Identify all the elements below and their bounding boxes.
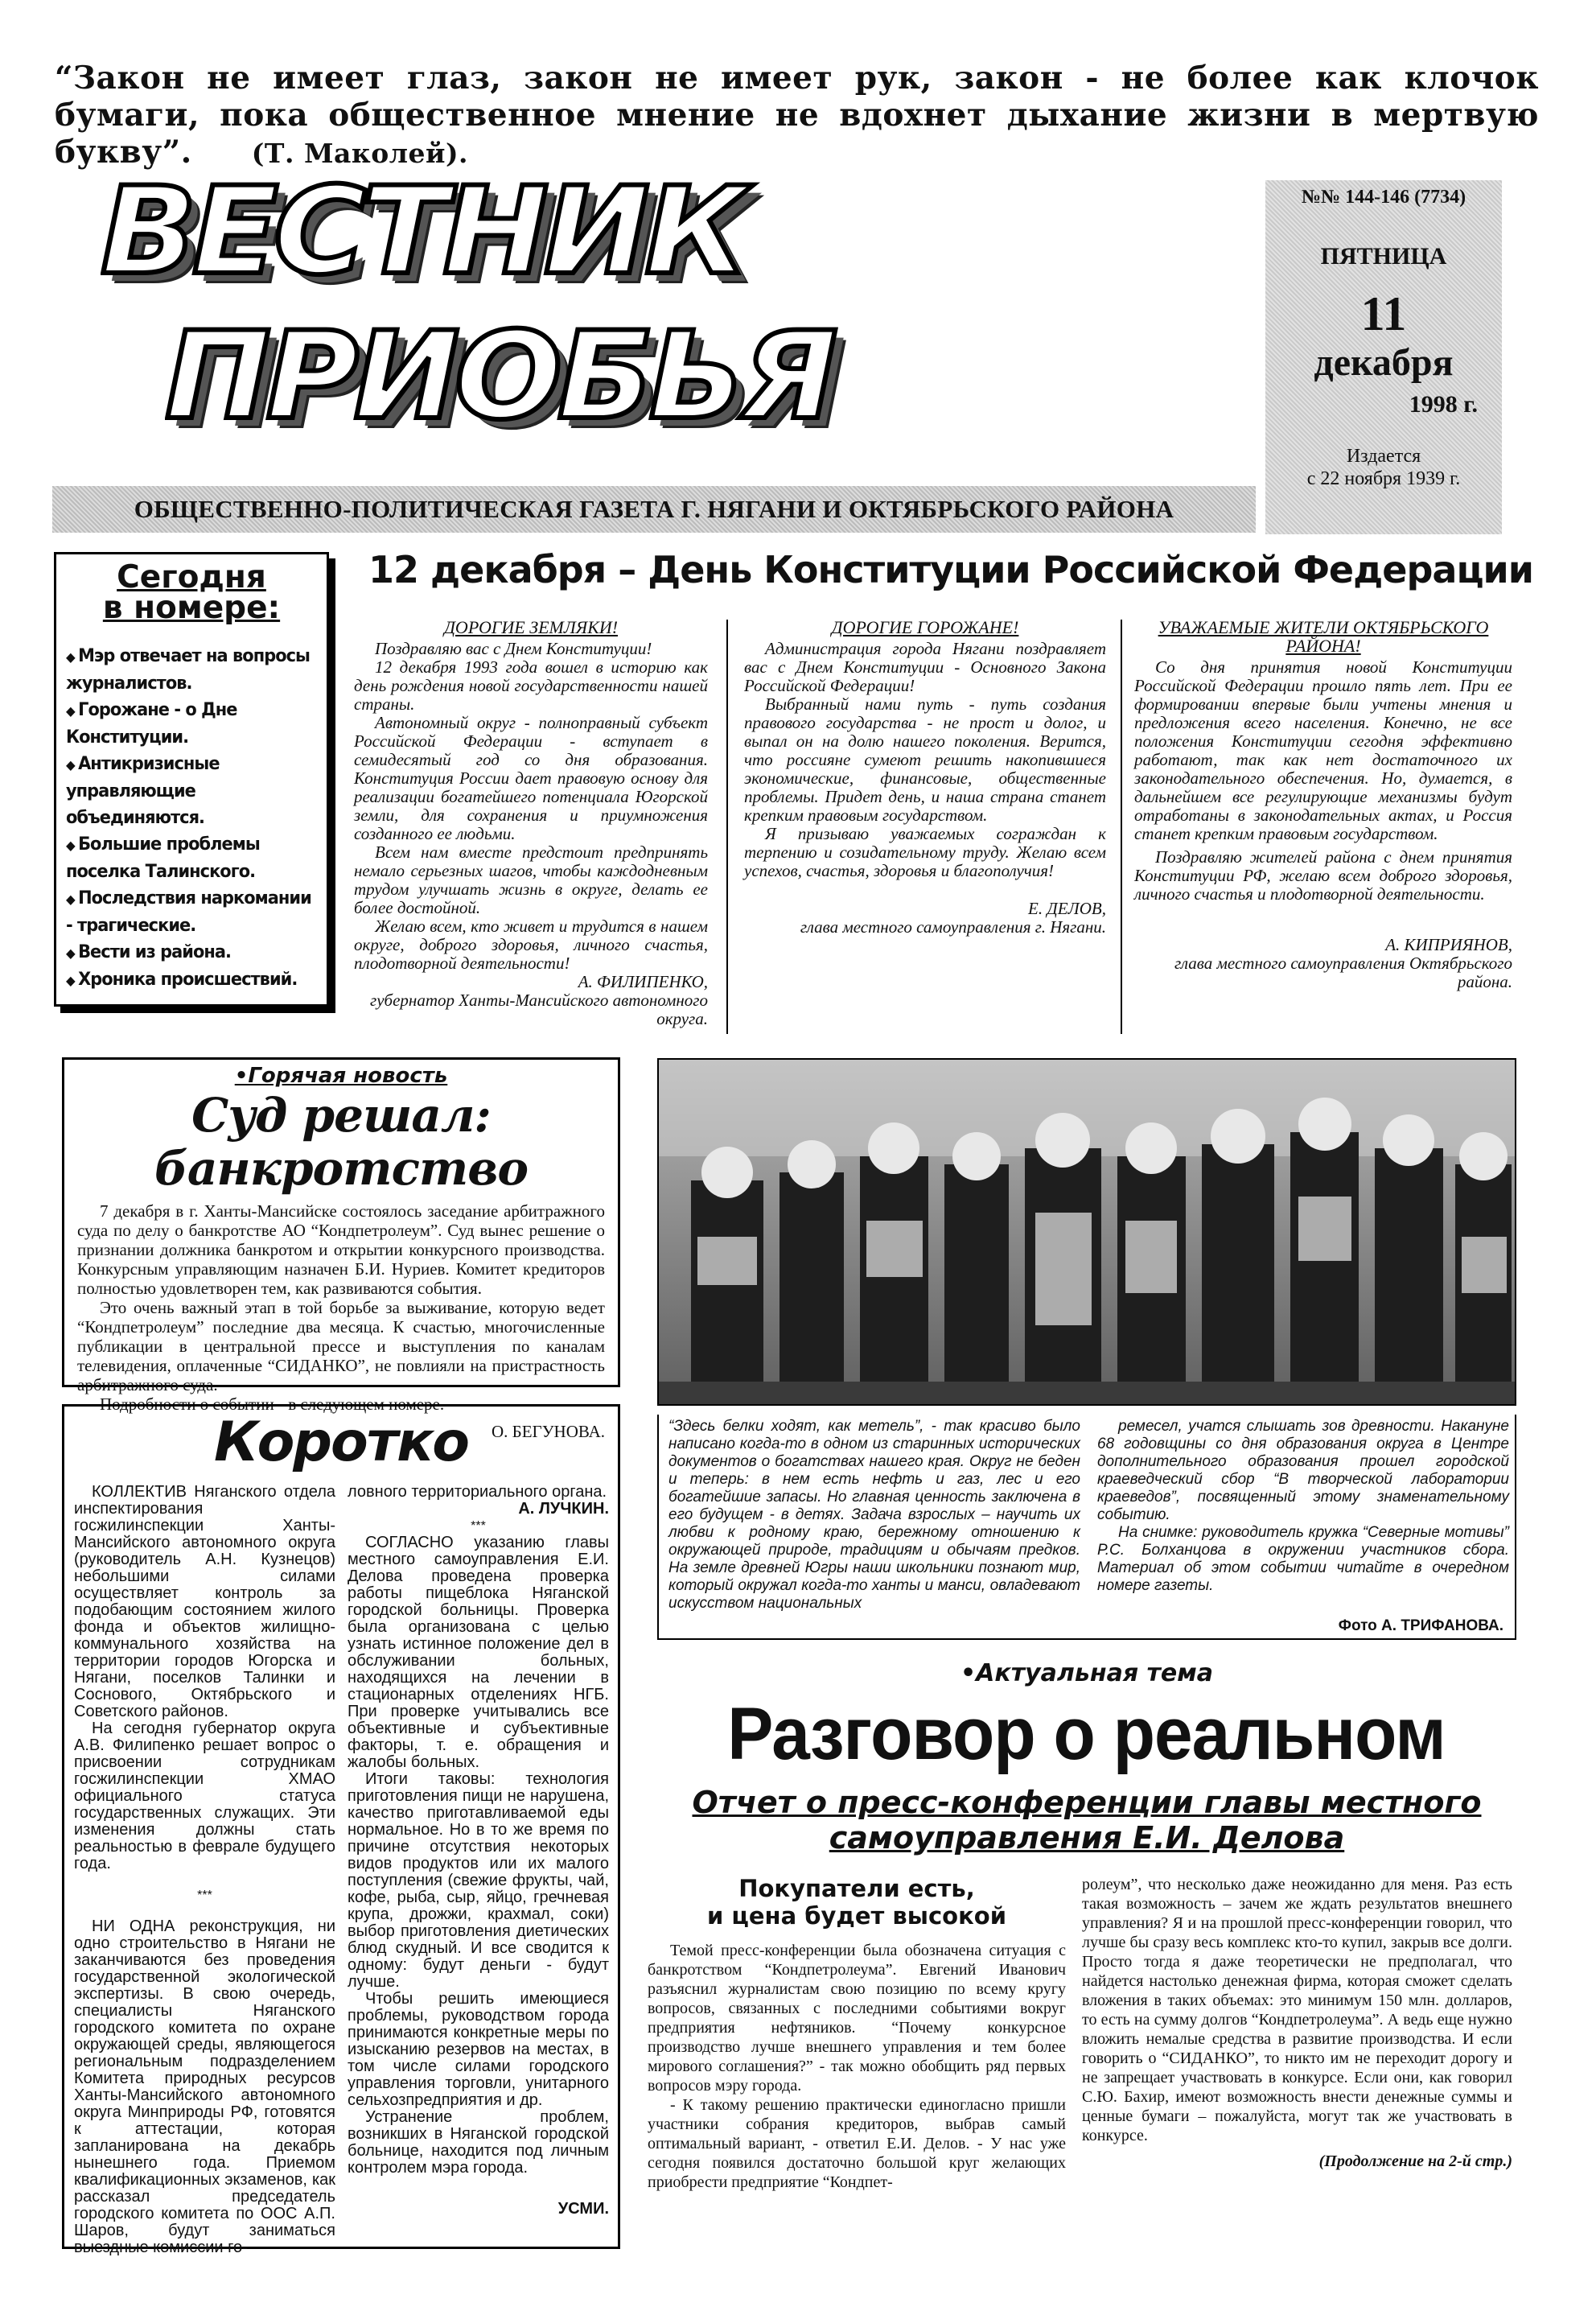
photo-credit: Фото А. ТРИФАНОВА.: [1338, 1617, 1503, 1634]
greeting-position: глава местного самоуправления Октябрьского района.: [1174, 954, 1512, 991]
briefly-paragraph: На сегодня губернатор округа А.В. Филипенко решает вопрос о присвоении сотрудникам госжилинспекции ХМАО официального статуса государственных служащих. Эти изменения должны стать реальностью в феврале будущего года.: [74, 1720, 335, 1872]
contents-item: ◆ Вести из района.: [66, 939, 319, 966]
hot-news-paragraph: Это очень важный этап в той борьбе за выживание, которую ведет “Кондпетролеум” последние два месяца. К счастью, многочисленные публикации в центральной прессе и выступления по каналам телевидения, оплаченные “СИДАНКО”, не повлияли на пристрастность арбитражного суда.: [77, 1298, 605, 1394]
hot-news-box: [62, 1057, 620, 1441]
greeting-heading: ДОРОГИЕ ГОРОЖАНЕ!: [831, 617, 1019, 637]
contents-item: ◆ Мэр отвечает на вопросы журналистов.: [66, 643, 319, 697]
topical-column-1: [648, 1875, 1066, 2192]
hot-news-paragraph: 7 декабря в г. Ханты-Мансийске состоялось заседание арбитражного суда по делу о банкротстве АО “Кондпетролеум”. Суд вынес решение о признании должника банкротом и открытии конкурсного производства. Конкурсным управляющим назначен Б.И. Нуриев. Комитет кредиторов полностью удовлетворен тем, как развиваются события.: [77, 1201, 605, 1298]
greeting-governor: [354, 618, 708, 1028]
continued-note: (Продолжение на 2-й стр.): [1318, 2152, 1512, 2170]
topical-paragraph: Темой пресс-конференции была обозначена ситуация с банкротством “Кондпетролеума”. Евгений Иванович разъяснил журналистам свою позицию по всему кругу вопросов, связанных с последними событиями вокруг предприятия нефтяников. “Почему конкурсное производство лучше внешнего управления и тем более мирового соглашения?” - так можно обобщить ряд первых вопросов мэру города.: [648, 1942, 1066, 2095]
briefly-signature: А. ЛУЧКИН.: [518, 1500, 609, 1518]
issue-number: №№ 144-146 (7734): [1301, 187, 1466, 208]
contents-item: ◆ Хроника происшествий.: [66, 966, 319, 994]
briefly-box: [62, 1404, 620, 2256]
greeting-district-head: [1134, 618, 1512, 991]
greeting-paragraph: Со дня принятия новой Конституции Российской Федерации прошло пять лет. При ее формировании впервые были учтены мнения и предложения всего населения. Конечно, не все положения Конституции сегодня эффективно работают, так как нет достаточного их законодательного обеспечения. Но, думается, в дальнейшем все регулирующие механизмы будут отработаны в законодательных актах, и Россия станет крепким правовым государством.: [1134, 657, 1512, 843]
column-divider: [726, 620, 728, 1034]
greeting-paragraph: Администрация города Нягани поздравляет вас с Днем Конституции - Основного Закона Российской Федерации!: [744, 639, 1106, 695]
briefly-paragraph: НИ ОДНА реконструкция, ни одно строительство в Нягани не заканчиваются без проведения государственной экологической экспертизы. В свою очередь, специалисты Няганского городского комитета по охране окружающей среды, являющегося региональным подразделением Комитета природных ресурсов Ханты-Мансийского автономного округа Минприроды РФ, готовятся к аттестации, которая запланирована на декабрь нынешнего года. Приемом квалификационных экзаменов, как рассказал председатель городского комитета по ООС А.П. Шаров, будут заниматься выездные комиссии го-: [74, 1917, 335, 2256]
topical-kicker: •Актуальная тема: [960, 1659, 1214, 1687]
briefly-column-2: [348, 1484, 609, 2218]
topical-paragraph: - К такому решению практически единогласно пришли участники собрания кредиторов, выбрав самый оптимальный вариант, - ответил Е.И. Делов. - У нас уже сегодня появился достаточно большой круг желающих приобрести предприятие “Кондпет-: [648, 2096, 1066, 2191]
issue-month: декабря: [1314, 341, 1454, 384]
issue-day: 11: [1360, 287, 1407, 340]
contents-item: ◆ Большие проблемы поселка Талинского.: [66, 831, 319, 885]
epigraph: [55, 60, 1539, 172]
contents-item: ◆ Антикризисные управляющие объединяются.: [66, 751, 319, 831]
greeting-paragraph: Выбранный нами путь - путь создания правового государства - не прост и долог, и выпал он на долю нашего поколения. Верится, что россияне сумеют решить накопившиеся экономические, финансовые, общественные проблемы. Придет день, и наша страна станет крепким правовым государством.: [744, 694, 1106, 825]
constitution-day-headline: 12 декабря – День Конституции Российской Федерации: [368, 548, 1534, 591]
hot-news-paragraph: Подробности о событии - в следующем номере.: [100, 1394, 445, 1414]
topical-subtitle-line1: Отчет о пресс-конференции главы местного: [692, 1785, 1482, 1820]
greeting-position: глава местного самоуправления г. Нягани.: [800, 917, 1106, 937]
briefly-paragraph: КОЛЛЕКТИВ Няганского отдела инспектирования госжилинспекции Ханты-Мансийского автономного округа (руководитель А.Н. Кузнецов) небольшими силами осуществляет контроль за подобающим состоянием жилого фонда и объектов жилищно-коммунального хозяйства на территории городов Югорска и Нягани, поселков Талинки и Соснового, Октябрьского и Советского районов.: [74, 1483, 335, 1720]
hot-news-signature: О. БЕГУНОВА.: [492, 1422, 605, 1441]
greeting-paragraph: 12 декабря 1993 года вошел в историю как день рождения новой государственности нашей страны.: [354, 657, 708, 714]
briefly-paragraph: ловного территориального органа.: [348, 1483, 607, 1501]
greeting-paragraph: Поздравляю вас с Днем Конституции!: [375, 639, 652, 658]
briefly-title: Коротко: [214, 1411, 468, 1474]
topical-subhead-line1: Покупатели есть,: [738, 1875, 975, 1902]
masthead-title-line2: ПРИОБЬЯ: [165, 307, 833, 447]
issue-info-box: [1265, 180, 1502, 534]
photo-caption-right-text: ремесел, учатся слышать зов древности. Накануне 68 годовщины со дня образования округа в Центре дополнительного образования прошел городской краеведческий сбор “В творческой лаборатории краеведов”, посвященный этому знаменательному событию.: [1097, 1418, 1509, 1523]
greeting-paragraph: Поздравляю жителей района с днем принятия Конституции РФ, желаю всем доброго здоровья, личного счастья и плодотворной деятельности.: [1134, 847, 1512, 904]
issue-since-label: Издается: [1346, 446, 1421, 467]
issue-weekday: ПЯТНИЦА: [1320, 243, 1447, 270]
topical-subhead-line2: и цена будет высокой: [706, 1902, 1007, 1930]
contents-item: ◆ Последствия наркомании - трагические.: [66, 885, 319, 939]
greeting-signature: А. КИПРИЯНОВ,: [1385, 935, 1512, 954]
column-divider: [1121, 620, 1122, 1034]
epigraph-author: (Т. Маколей).: [251, 138, 469, 169]
briefly-separator: ***: [197, 1889, 212, 1902]
greeting-paragraph: Я призываю уважаемых сограждан к терпению и созидательному труду. Желаю всем успехов, счастья, здоровья и благополучия!: [744, 824, 1106, 880]
epigraph-text: “Закон не имеет глаз, закон не имеет рук, закон - не более как клочок бумаги, пока общественное мнение не вдохнет дыхание жизни в мертвую букву”.: [55, 60, 1539, 171]
in-this-issue-title-line2: в номере:: [102, 590, 281, 626]
masthead-tagline: ОБЩЕСТВЕННО-ПОЛИТИЧЕСКАЯ ГАЗЕТА Г. НЯГАНИ И ОКТЯБРЬСКОГО РАЙОНА: [52, 486, 1256, 533]
briefly-separator: ***: [471, 1519, 486, 1533]
greeting-paragraph: Всем нам вместе предстоит предпринять немало серьезных шагов, чтобы каждодневным трудом улучшать жизнь в округе, делать ее более достойной.: [354, 842, 708, 917]
contents-item: ◆ Горожане - о Дне Конституции.: [66, 697, 319, 751]
greeting-mayor: [744, 618, 1106, 937]
photo-caption-right: [1097, 1418, 1509, 1595]
photo-caption-left: “Здесь белки ходят, как метель”, - так красиво было написано когда-то в одном из старинных исторических документов о богатствах нашего края. Округ не беден и теперь: в нем есть нефть и газ, лес и его богатейшие запасы. Но главная ценность заключена в его будущем - в детях. Задача взрослых – научить их любви к родному краю, бережному отношению к окружающей природе, традициям и обычаям предков. На земле древней Югры наши школьники познают мир, который окружал когда-то ханты и манси, овладевают искусством национальных: [668, 1418, 1080, 1612]
in-this-issue-box: [54, 552, 329, 1007]
briefly-paragraph: Устранение проблем, возникших в Няганской городской больнице, находится под личным контролем мэра города.: [348, 2108, 609, 2177]
briefly-signature: УСМИ.: [557, 2200, 609, 2218]
topical-title: Разговор о реальном: [727, 1693, 1446, 1775]
hot-news-title: Суд решал: банкротство: [154, 1088, 529, 1196]
greeting-paragraph: Желаю всем, кто живет и трудится в нашем округе, доброго здоровья, личного счастья, плодотворной деятельности!: [354, 917, 708, 973]
photo-caption-box: [657, 1415, 1516, 1640]
briefly-paragraph: Итоги таковы: технология приготовления пищи не нарушена, качество приготавливаемой еды нормальное. Но в то же время по причине отсутствия некоторых видов продуктов или их малого поступления (свежие фрукты, чай, кофе, рыба, сыр, яйцо, гречневая крупа, дрожжи, крахмал, соки) выбор приготовления диетических блюд скудный. И все сводится к одному: будут деньги - будут лучше.: [348, 1770, 609, 1991]
issue-since-date: с 22 ноября 1939 г.: [1306, 468, 1461, 489]
masthead-title-line1: ВЕСТНИК: [101, 162, 743, 302]
greeting-position: губернатор Ханты-Мансийского автономного округа.: [370, 991, 708, 1028]
topical-column-2: [1082, 1875, 1512, 2171]
issue-year: 1998 г.: [1409, 391, 1478, 418]
topical-subtitle-line2: самоуправления Е.И. Делова: [829, 1820, 1345, 1856]
greeting-paragraph: Автономный округ - полноправный субъект Российской Федерации - вступает в семидесятый год со дня образования. Конституция России дает правовую основу для реализации богатейшего потенциала Югорской земли, для сохранения и приумножения созданного ее людьми.: [354, 713, 708, 843]
briefly-column-1: [74, 1484, 335, 2256]
greeting-signature: А. ФИЛИПЕНКО,: [578, 972, 708, 991]
greeting-heading: ДОРОГИЕ ЗЕМЛЯКИ!: [443, 617, 619, 637]
topical-paragraph: ролеум”, что несколько даже неожиданно для меня. Раз есть такая возможность – зачем же ждать результатов внешнего управления? Я и на прошлой пресс-конференции говорил, что лучше бы сразу весь комплекс кто-то купил, закрыв все долги. Просто тогда я даже теоретически не предполагал, что найдется настолько денежная фирма, которая сможет сделать вложения в таких объемах: это минимум 150 млн. долларов, то есть на сумму долгов “Кондпетролеума”. А ведь еще нужно вложить немалые средства в развитие производства. И если говорить о “СИДАНКО”, то никто им не переходит дорогу и не запрещает участвовать в конкурсе. Если они, как говорил С.Ю. Бахир, имеют возможность внести денежные суммы и ценные бумаги – пожалуйста, могут так же участвовать в конкурсе.: [1082, 1876, 1512, 2144]
topical-subtitle: [657, 1785, 1516, 1856]
briefly-paragraph: Чтобы решить имеющиеся проблемы, руководством города принимаются конкретные меры по изысканию резервов на местах, в том числе силами городского управления торговли, унитарного сельхозпредприятия и др.: [348, 1990, 609, 2109]
hot-news-kicker: •Горячая новость: [234, 1064, 448, 1088]
group-photo-image: [659, 1060, 1516, 1406]
in-this-issue-title: [66, 559, 317, 626]
photo-caption-note: На снимке: руководитель кружка “Северные мотивы” Р.С. Болханцова в окружении участников сбора. Материал об этом событии читайте в очередном номере газеты.: [1097, 1524, 1509, 1594]
greeting-signature: Е. ДЕЛОВ,: [1028, 899, 1106, 918]
in-this-issue-list: [66, 643, 317, 994]
group-photo: [657, 1058, 1516, 1406]
greeting-heading: УВАЖАЕМЫЕ ЖИТЕЛИ ОКТЯБРЬСКОГО РАЙОНА!: [1158, 617, 1489, 656]
topical-subhead: [648, 1875, 1066, 1930]
briefly-paragraph: СОГЛАСНО указанию главы местного самоуправления Е.И. Делова проведена проверка работы пищеблока Няганской городской больницы. Проверка была организована с целью узнать истинное положение дел в обслуживании больных, находящихся на лечении в стационарных отделениях НГБ. При проверке учитывались все объективные и субъективные факторы, т. е. обращения и жалобы больных.: [348, 1534, 609, 1771]
in-this-issue-title-line1: Сегодня: [117, 559, 266, 595]
